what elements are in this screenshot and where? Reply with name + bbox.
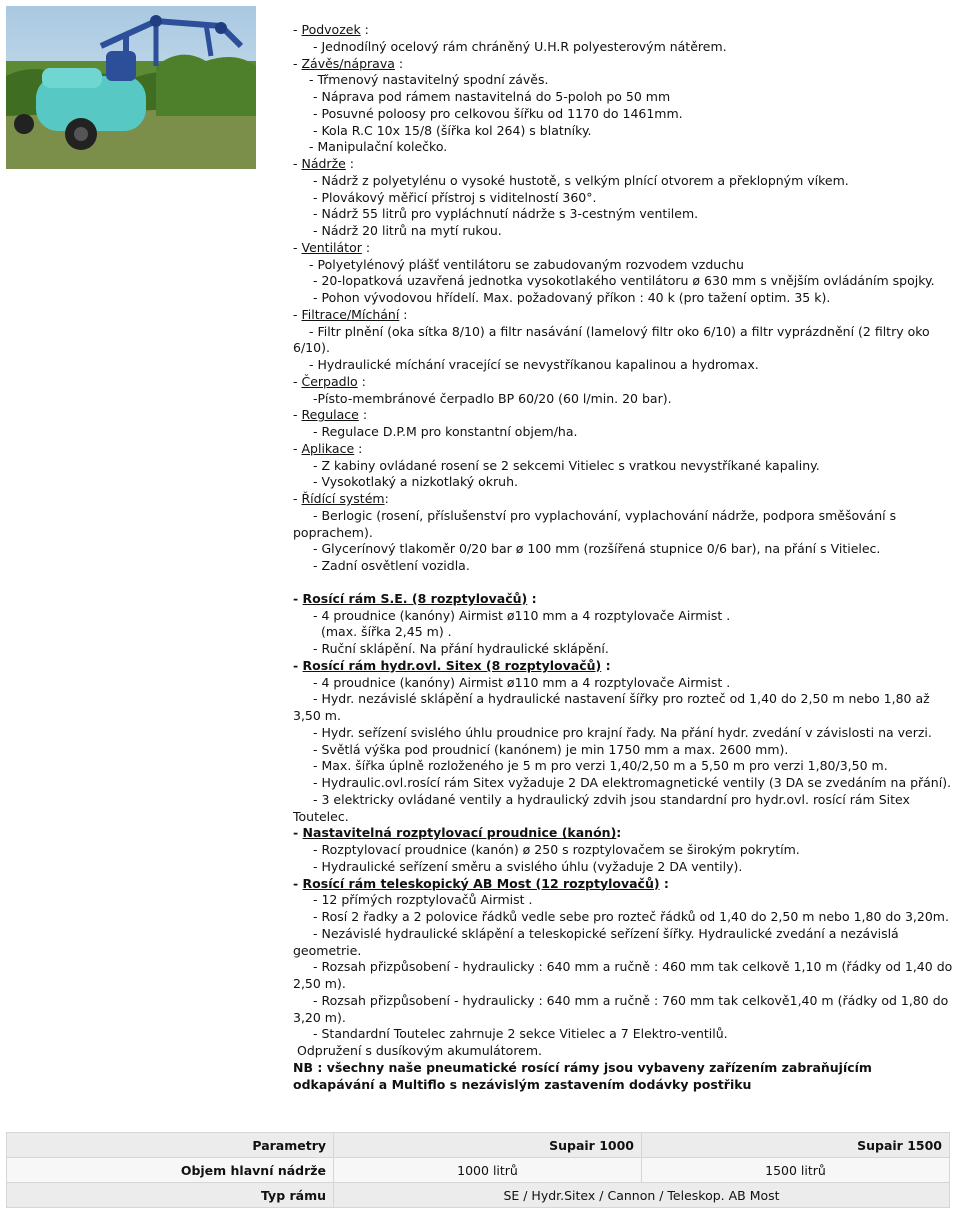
- list-item: - Rozsah přizpůsobení - hydraulicky : 640 mm a ručně : 760 mm tak celkově1,40 m (řádky od 1,80 do 3,20 m).: [293, 992, 949, 1025]
- list-item: - Nádrž z polyetylénu o vysoké hustotě, s velkým plnící otvorem a překlopným víkem.: [313, 172, 849, 188]
- list-item: - 12 přímých rozptylovačů Airmist .: [313, 892, 533, 908]
- parameters-table: [6, 1132, 950, 1208]
- section-ventilator: - Ventilátor :: [293, 239, 371, 255]
- table-row: [7, 1158, 950, 1183]
- list-item: - Nádrž 55 litrů pro vypláchnutí nádrže s 3-cestným ventilem.: [313, 206, 699, 222]
- section-title: Ventilátor: [301, 239, 362, 255]
- table-cell: SE / Hydr.Sitex / Cannon / Teleskop. AB Most: [334, 1183, 950, 1208]
- list-item: - Zadní osvětlení vozidla.: [313, 558, 470, 573]
- section-title: Aplikace: [301, 440, 355, 456]
- table-cell: 1000 litrů: [334, 1158, 642, 1183]
- list-item: - Manipulační kolečko.: [309, 139, 448, 155]
- section-podvozek: - Podvozek :: [293, 22, 369, 37]
- list-item: Odpružení s dusíkovým akumulátorem.: [297, 1043, 543, 1058]
- list-item: - Standardní Toutelec zahrnuje 2 sekce Vitielec a 7 Elektro-ventilů.: [313, 1026, 728, 1042]
- section-kanon: - Nastavitelná rozptylovací proudnice (kanón):: [293, 825, 622, 841]
- section-title: Rosící rám teleskopický AB Most (12 rozptylovačů): [302, 875, 660, 891]
- section-nadrze: - Nádrže :: [293, 156, 355, 171]
- list-item: - Hydraulické seřízení směru a svislého úhlu (vyžaduje 2 DA ventily).: [313, 858, 743, 874]
- list-item: - Kola R.C 10x 15/8 (šířka kol 264) s blatníky.: [313, 122, 592, 138]
- list-item: - Posuvné poloosy pro celkovou šířku od 1170 do 1461mm.: [313, 105, 683, 121]
- list-item: - Rozsah přizpůsobení - hydraulicky : 640 mm a ručně : 460 mm tak celkově 1,10 m (řádky od 1,40 do 2,50 m).: [293, 959, 953, 991]
- list-item: - Vysokotlaký a nizkotlaký okruh.: [313, 474, 518, 490]
- list-item: - Hydr. nezávislé sklápění a hydraulické nastavení šířky pro rozteč od 1,40 do 2,50 m nebo 1,80 až 3,50 m.: [293, 691, 930, 723]
- list-item: - Berlogic (rosení, příslušenství pro vyplachování, vyplachování nádrže, podpora směšování s poprachem).: [293, 507, 897, 540]
- list-item: - Pohon vývodovou hřídelí. Max. požadovaný příkon : 40 k (pro tažení optim. 35 k).: [313, 290, 831, 305]
- list-item: - Regulace D.P.M pro konstantní objem/ha.: [313, 424, 578, 439]
- product-photo: [6, 6, 256, 169]
- list-item: - Nádrž 20 litrů na mytí rukou.: [313, 223, 502, 238]
- list-item: - Polyetylénový plášť ventilátoru se zabudovaným rozvodem vzduchu: [309, 256, 744, 272]
- sprayer-image: [6, 6, 256, 169]
- list-item: - Filtr plnění (oka sítka 8/10) a filtr nasávání (lamelový filtr oko 6/10) a filtr vyprázdnění (2 filtry oko 6/10).: [293, 323, 930, 356]
- table-row-label: Typ rámu: [7, 1183, 334, 1208]
- section-title: Rosící rám hydr.ovl. Sitex (8 rozptylovačů): [302, 657, 602, 673]
- list-item: - Světlá výška pod proudnicí (kanónem) je min 1750 mm a max. 2600 mm).: [313, 741, 789, 757]
- section-filtrace: - Filtrace/Míchání :: [293, 306, 408, 322]
- list-item: - 3 elektricky ovládané ventily a hydraulický zdvih jsou standardní pro hydr.ovl. rosící rám Sitex Toutelec.: [293, 791, 910, 824]
- list-item: -Písto-membránové čerpadlo BP 60/20 (60 l/min. 20 bar).: [313, 390, 672, 406]
- section-aplikace: - Aplikace :: [293, 440, 363, 456]
- list-item: (max. šířka 2,45 m) .: [321, 624, 452, 640]
- list-item: - 20-lopatková uzavřená jednotka vysokotlakého ventilátoru ø 630 mm s vnějším ovládáním spojky.: [313, 273, 935, 289]
- section-ram-sitex: - Rosící rám hydr.ovl. Sitex (8 rozptylovačů) :: [293, 657, 611, 673]
- table-row: [7, 1183, 950, 1208]
- list-item: - Třmenový nastavitelný spodní závěs.: [309, 72, 549, 88]
- list-item: - Hydraulic.ovl.rosící rám Sitex vyžaduje 2 DA elektromagnetické ventily (3 DA se zvedáním na přání).: [313, 775, 952, 790]
- list-item: - Rosí 2 řadky a 2 polovice řádků vedle sebe pro rozteč řádků od 1,40 do 2,50 m nebo 1,80 do 3,20m.: [313, 909, 949, 924]
- section-title: Čerpadlo: [301, 373, 358, 389]
- list-item: - Jednodílný ocelový rám chráněný U.H.R polyesterovým nátěrem.: [313, 38, 727, 54]
- list-item: - Hydraulické míchání vracející se nevystříkanou kapalinou a hydromax.: [309, 357, 759, 372]
- section-title: Rosící rám S.E. (8 rozptylovačů): [302, 590, 528, 606]
- list-item: - Glycerínový tlakoměr 0/20 bar ø 100 mm (rozšířená stupnice 0/6 bar), na přání s Vitielec.: [313, 541, 881, 557]
- table-header-supair-1000: Supair 1000: [334, 1133, 642, 1158]
- list-item: - 4 proudnice (kanóny) Airmist ø110 mm a 4 rozptylovače Airmist .: [313, 607, 731, 623]
- section-cerpadlo: - Čerpadlo :: [293, 373, 366, 389]
- section-title: Řídící systém: [301, 491, 385, 506]
- table-header-row: [7, 1133, 950, 1158]
- section-ramm-se: - Rosící rám S.E. (8 rozptylovačů) :: [293, 590, 537, 606]
- section-title: Filtrace/Míchání: [301, 306, 400, 322]
- list-item: - Nezávislé hydraulické sklápění a teleskopické seřízení šířky. Hydraulické zvedání a nezávislá geometrie.: [293, 925, 899, 958]
- list-item: - Z kabiny ovládané rosení se 2 sekcemi Vitielec s vratkou nevystříkané kapaliny.: [313, 457, 820, 473]
- section-regulace: - Regulace :: [293, 407, 368, 423]
- section-ram-ab-most: - Rosící rám teleskopický AB Most (12 rozptylovačů) :: [293, 875, 669, 891]
- list-item: - Hydr. seřízení svislého úhlu proudnice pro krajní řady. Na přání hydr. zvedání v závislosti na verzi.: [313, 724, 932, 740]
- list-item: - Max. šířka úplně rozloženého je 5 m pro verzi 1,40/2,50 m a 5,50 m pro verzi 1,80/3,50 m.: [313, 758, 888, 774]
- table-header-label: Parametry: [7, 1133, 334, 1158]
- section-zaves: - Závěs/náprava :: [293, 55, 404, 71]
- section-title: Nádrže: [301, 156, 346, 171]
- spec-text: [293, 22, 957, 1093]
- list-item: - Ruční sklápění. Na přání hydraulické sklápění.: [313, 641, 609, 656]
- list-item: - Náprava pod rámem nastavitelná do 5-poloh po 50 mm: [313, 89, 671, 104]
- table-cell: 1500 litrů: [642, 1158, 950, 1183]
- section-title: Závěs/náprava: [301, 55, 395, 71]
- table-header-supair-1500: Supair 1500: [642, 1133, 950, 1158]
- section-title: Regulace: [301, 407, 359, 423]
- table-row-label: Objem hlavní nádrže: [7, 1158, 334, 1183]
- list-item: - Plovákový měřicí přístroj s viditelností 360°.: [313, 189, 597, 205]
- section-ridici-system: - Řídící systém:: [293, 491, 389, 506]
- list-item: - Rozptylovací proudnice (kanón) ø 250 s rozptylovačem se širokým pokrytím.: [313, 842, 800, 857]
- nb-note: NB : všechny naše pneumatické rosící rámy jsou vybaveny zařízením zabraňujícím odkapávání a Multiflo s nezávislým zastavením dodávky postřiku: [293, 1059, 872, 1092]
- list-item: - 4 proudnice (kanóny) Airmist ø110 mm a 4 rozptylovače Airmist .: [313, 674, 731, 690]
- section-title: Nastavitelná rozptylovací proudnice (kanón): [302, 825, 617, 841]
- section-title: Podvozek: [301, 22, 361, 37]
